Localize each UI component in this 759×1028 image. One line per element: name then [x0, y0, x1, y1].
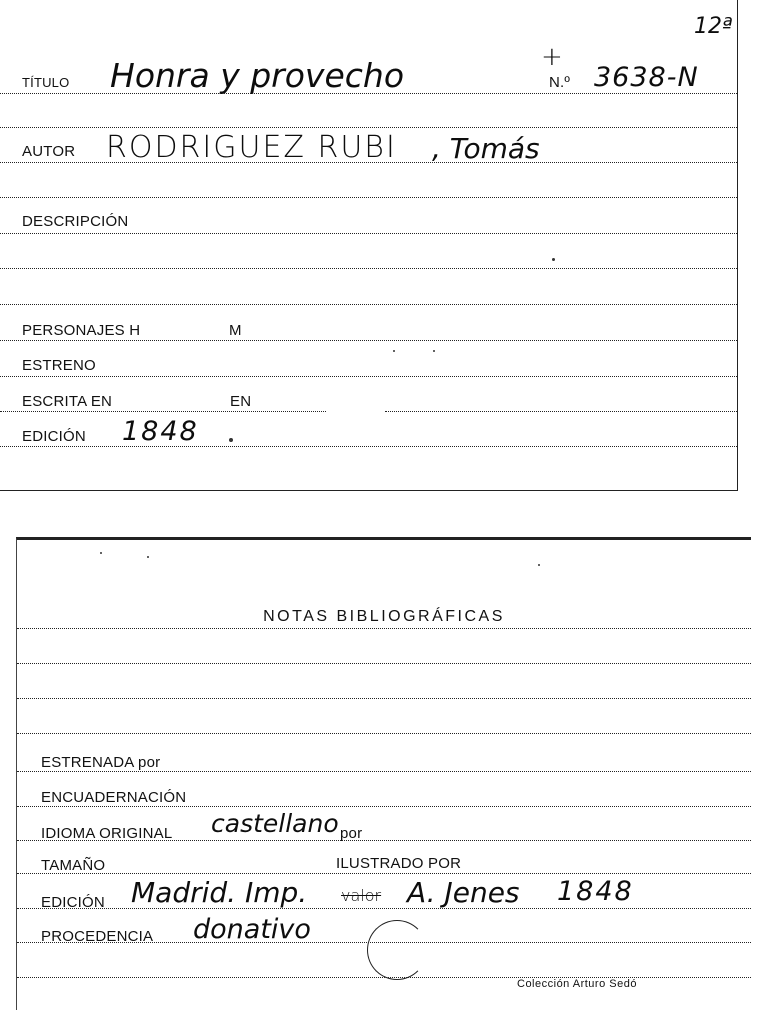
numero-value: 3638-N — [594, 62, 699, 93]
numero-label: N.º — [549, 74, 571, 91]
ink-speck — [147, 556, 149, 558]
escrita-en-label: EN — [230, 393, 252, 410]
autor-rule — [0, 162, 737, 163]
ink-mark — [229, 438, 233, 442]
descripcion-label: DESCRIPCIÓN — [22, 213, 129, 230]
titulo-value: Honra y provecho — [110, 56, 405, 95]
rule-b4 — [17, 733, 751, 734]
edicion-back-value-a: Madrid. Imp. — [131, 876, 308, 909]
autor-given: , Tomás — [432, 132, 540, 165]
edicion-value: 1848 — [122, 416, 199, 447]
escrita-rule-right — [385, 411, 737, 412]
edicion-back-year: 1848 — [557, 876, 634, 907]
procedencia-value: donativo — [193, 914, 311, 945]
edicion-label: EDICIÓN — [22, 428, 86, 445]
corner-number: 12ª — [694, 14, 733, 39]
ink-speck — [433, 350, 435, 352]
autor-surname: RODRIGUEZ RUBI — [106, 130, 397, 165]
titulo-label: TÍTULO — [22, 75, 70, 90]
back-card — [16, 537, 751, 1010]
idioma-label: IDIOMA ORIGINAL — [41, 825, 173, 842]
estrenada-rule — [17, 771, 751, 772]
encuadernacion-rule — [17, 806, 751, 807]
ink-speck — [552, 258, 555, 261]
front-card — [0, 0, 738, 491]
edicion-back-value-b: A. Jenes — [407, 876, 520, 909]
encuadernacion-label: ENCUADERNACIÓN — [41, 789, 187, 806]
rule-b-final — [17, 977, 751, 978]
escrita-rule-left — [0, 411, 326, 412]
estrenada-label: ESTRENADA por — [41, 754, 161, 771]
idioma-por-label: por — [340, 825, 363, 842]
estreno-rule — [0, 376, 737, 377]
ilustrado-label: ILUSTRADO POR — [336, 855, 462, 872]
rule-6 — [0, 268, 737, 269]
edicion-back-label: EDICIÓN — [41, 894, 105, 911]
tamano-label: TAMAÑO — [41, 857, 106, 874]
rule-2 — [0, 127, 737, 128]
descripcion-rule — [0, 233, 737, 234]
ink-speck — [538, 564, 540, 566]
personajes-m-label: M — [229, 322, 242, 339]
autor-label: AUTOR — [22, 143, 76, 160]
personajes-rule — [0, 340, 737, 341]
collection-footer: Colección Arturo Sedó — [517, 978, 637, 990]
titulo-rule — [0, 93, 737, 94]
procedencia-label: PROCEDENCIA — [41, 928, 154, 945]
edicion-back-value-struck: valor — [341, 886, 382, 905]
rule-b2 — [17, 663, 751, 664]
rule-7 — [0, 304, 737, 305]
idioma-rule — [17, 840, 751, 841]
estreno-label: ESTRENO — [22, 357, 96, 374]
cross-mark: + — [541, 42, 563, 72]
rule-4 — [0, 197, 737, 198]
notas-heading: NOTAS BIBLIOGRÁFICAS — [263, 608, 505, 625]
escrita-label: ESCRITA EN — [22, 393, 113, 410]
personajes-label: PERSONAJES H — [22, 322, 141, 339]
idioma-value: castellano — [211, 809, 339, 838]
stamp-circle — [367, 920, 427, 980]
edicion-back-rule — [17, 908, 751, 909]
edicion-rule — [0, 446, 737, 447]
ink-speck — [393, 350, 395, 352]
ink-speck — [100, 552, 102, 554]
rule-b3 — [17, 698, 751, 699]
tamano-rule — [17, 873, 751, 874]
notas-rule — [17, 628, 751, 629]
